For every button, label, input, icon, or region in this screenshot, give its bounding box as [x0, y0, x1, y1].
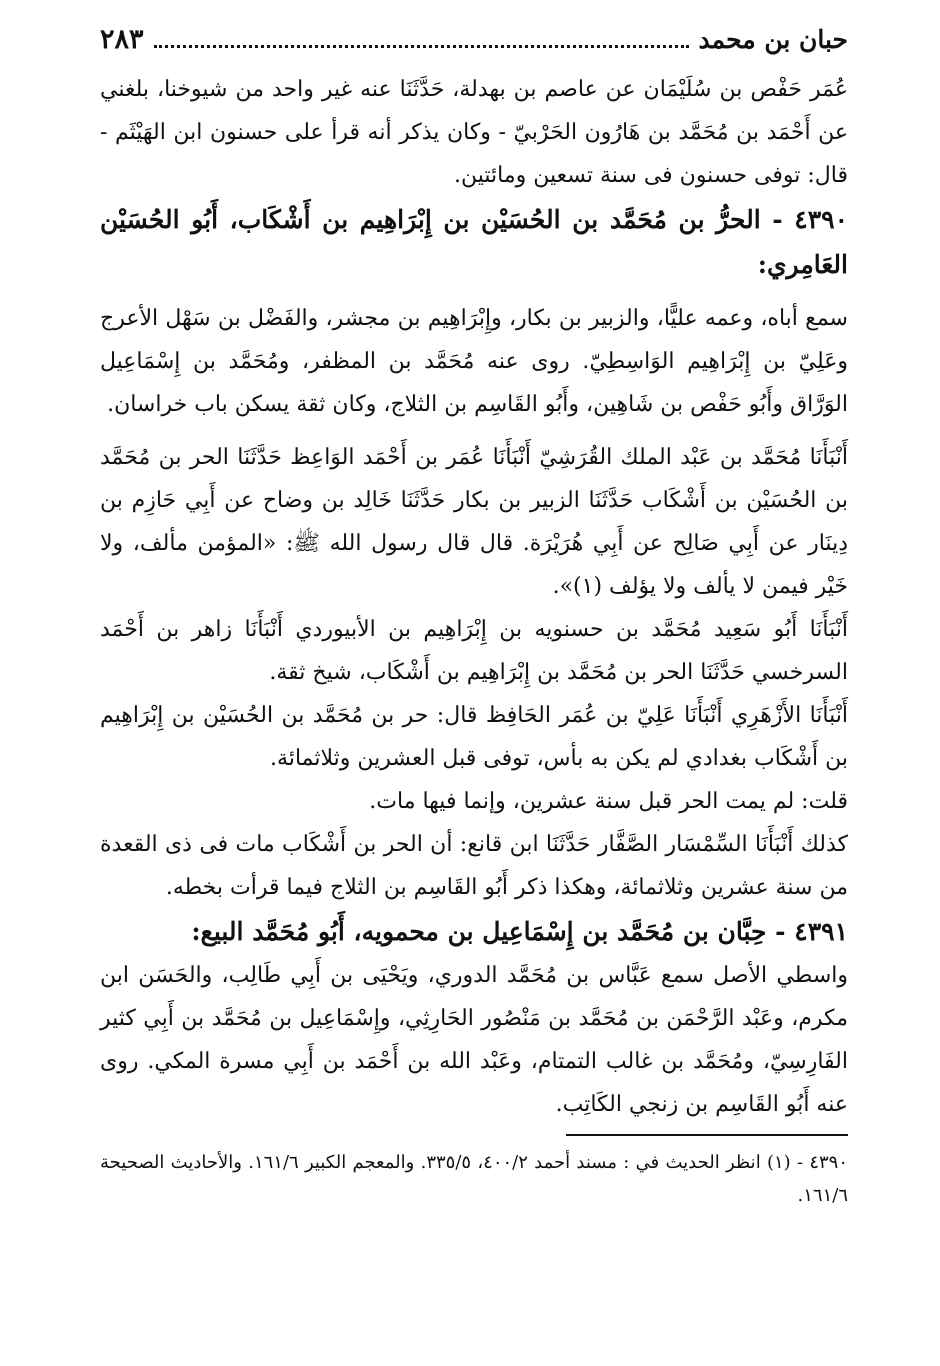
running-title: حبان بن محمد: [698, 25, 848, 54]
entry-4390-paragraph: أَنْبَأَنَا مُحَمَّد بن عَبْد الملك القُرَشِيّ أَنْبَأَنَا عُمَر بن أَحْمَد الوَاعِظ حَدَّثَنَا الحر بن مُحَمَّد بن الحُسَيْن بن أَشْكَاب حَدَّثَنَا الزبير بن بكار حَدَّثَنَا خَالِد بن وضاح عن أَبِي حَازِم بن دِينَار عن أَبِي صَالِح عن أَبِي هُرَيْرَة. قال قال رسول الله ﷺ: «المؤمن مألف، ولا خَيْر فيمن لا يألف ولا يؤلف (١)».: [100, 445, 848, 599]
footnote: ٤٣٩٠ - (١) انظر الحديث في : مسند أحمد ٤٠٠/٢، ٣٣٥/٥. والمعجم الكبير ١٦١/٦. والأحاديث الصحيحة ١٦١/٦.: [100, 1152, 848, 1206]
leader-dots: [154, 27, 689, 48]
paragraph-continuation: عُمَر حَفْص بن سُلَيْمَان عن عاصم بن بهدلة، حَدَّثَنَا عنه غير واحد من شيوخنا، بلغني عن أَحْمَد بن مُحَمَّد بن هَارُون الحَرْبيّ - وكان يذكر أنه قرأ على حسنون ابن الهَيْثَم - قال: توفى حسنون فى سنة تسعين ومائتين.: [100, 77, 848, 188]
page-number: ٢٨٣: [100, 24, 144, 55]
entry-4390-paragraph: كذلك أَنْبَأَنَا السِّمْسَار الصَّفَّار حَدَّثَنَا ابن قانع: أن الحر بن أَشْكَاب مات فى ذى القعدة من سنة عشرين وثلاثمائة، وهكذا ذكر أَبُو القَاسِم بن الثلاج فيما قرأت بخطه.: [100, 832, 848, 900]
entry-4391-paragraph: واسطي الأصل سمع عَبَّاس بن مُحَمَّد الدوري، ويَحْيَى بن أَبِي طَالِب، والحَسَن ابن مكرم، وعَبْد الرَّحْمَن بن مُحَمَّد بن مَنْصُور الحَارِثِي، وإِسْمَاعِيل بن مُحَمَّد بن أَبِي كثير الفَارِسِيّ، ومُحَمَّد بن غالب التمتام، وعَبْد الله بن أَحْمَد بن أَبِي مسرة المكي. روى عنه أَبُو القَاسِم بن زنجي الكَاتِب.: [100, 963, 848, 1117]
entry-4390-paragraph: أَنْبَأَنَا الأَزْهَرِي أَنْبَأَنَا عَلِيّ بن عُمَر الحَافِظ قال: حر بن مُحَمَّد بن الحُسَيْن بن إِبْرَاهِيم بن أَشْكَاب بغدادي لم يكن به بأس، توفى قبل العشرين وثلاثمائة.: [100, 703, 848, 771]
entry-heading-4391: ٤٣٩١ - حِبَّان بن مُحَمَّد بن إِسْمَاعِيل بن محمويه، أَبُو مُحَمَّد البيع:: [191, 917, 848, 946]
footnote-rule: [566, 1134, 848, 1136]
book-page: [100, 24, 848, 1212]
running-header: [100, 24, 848, 68]
entry-4390-paragraph: قلت: لم يمت الحر قبل سنة عشرين، وإنما فيها مات.: [369, 789, 848, 814]
entry-4390-paragraph: أَنْبَأَنَا أَبُو سَعِيد مُحَمَّد بن حسنويه بن إِبْرَاهِيم بن الأبيوردي أَنْبَأَنَا زاهر بن أَحْمَد السرخسي حَدَّثَنَا الحر بن مُحَمَّد بن إِبْرَاهِيم بن أَشْكَاب، شيخ ثقة.: [100, 617, 848, 685]
entry-4390-paragraph: سمع أباه، وعمه عليًّا، والزبير بن بكار، وإِبْرَاهِيم بن مجشر، والفَضْل بن سَهْل الأعرج وعَلِيّ بن إِبْرَاهِيم الوَاسِطِيّ. روى عنه مُحَمَّد بن المظفر، ومُحَمَّد بن إِسْمَاعِيل الوَرَّاق وأَبُو حَفْص بن شَاهِين، وأَبُو القَاسِم بن الثلاج، وكان ثقة يسكن باب خراسان.: [100, 306, 848, 417]
entry-heading-4390: ٤٣٩٠ - الحرُّ بن مُحَمَّد بن الحُسَيْن بن إِبْرَاهِيم بن أَشْكَاب، أَبُو الحُسَيْن العَامِري:: [100, 205, 848, 279]
